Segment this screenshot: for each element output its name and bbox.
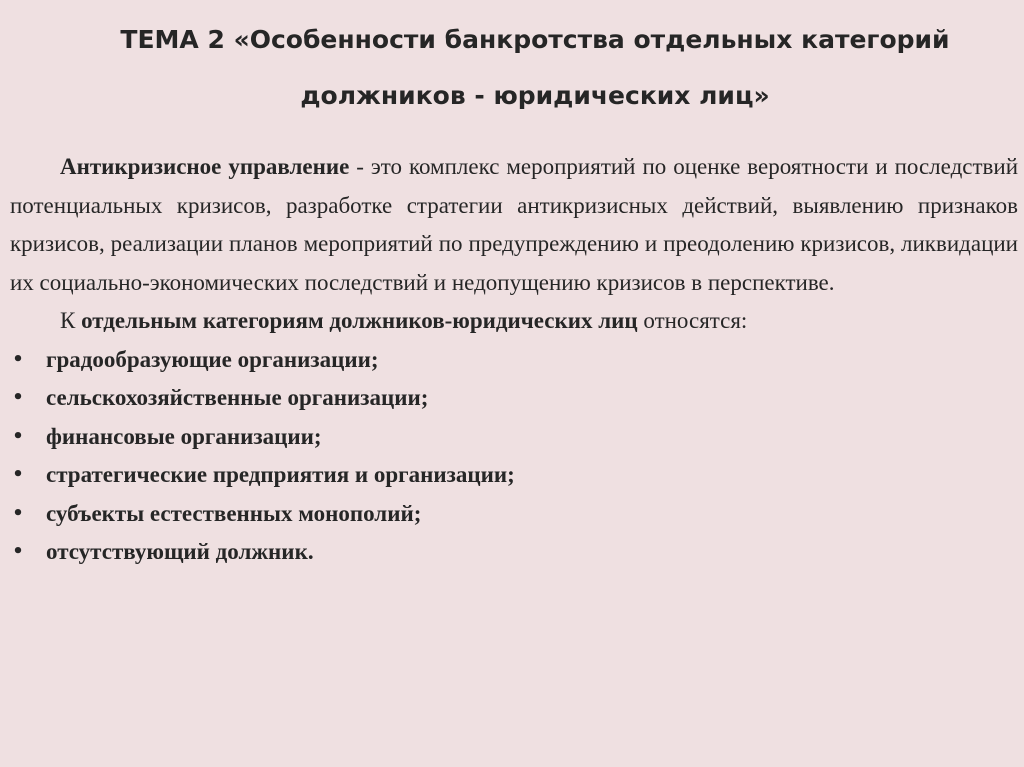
list-item-text: финансовые организации; [46,423,322,449]
slide-title [60,12,1010,124]
bullet-dot-icon: • [12,425,24,447]
definition-term: Антикризисное управление [60,154,350,179]
list-item [10,456,1018,495]
bullet-dot-icon: • [12,464,24,485]
definition-text: - это комплекс мероприятий по оценке вероятности и последствий потенциальных кризисов, разработке стратегии антикризисных действий, выявлению признаков кризисов, реализации планов мероприятий по предупреждению и преодолению кризисов, ликвидации их социально-экономических последствий и недопущению кризисов в перспективе. [10,154,1019,295]
intro-bold: отдельным категориям должников-юридических лиц [81,308,638,333]
title-line-2: должников - юридических лиц» [300,81,770,110]
definition-paragraph [10,148,1018,302]
title-line-1: ТЕМА 2 «Особенности банкротства отдельных категорий [120,25,950,54]
list-item-text: отсутствующий должник. [46,539,314,564]
category-list [10,341,1018,572]
bullet-dot-icon: • [12,541,24,562]
list-item [10,341,1018,380]
bullet-dot-icon: • [12,387,24,408]
intro-paragraph [10,302,1018,341]
list-item [10,533,1018,572]
list-item [10,379,1018,418]
intro-prefix: К [60,308,82,333]
list-item [10,495,1018,534]
intro-suffix: относятся: [637,308,748,333]
bullet-dot-icon: • [12,348,24,370]
bullet-dot-icon: • [12,502,24,524]
list-item-text: субъекты естественных монополий; [46,500,422,526]
list-item-text: градообразующие организации; [46,346,379,372]
list-item-text: стратегические предприятия и организации; [46,462,515,487]
list-item [10,418,1018,457]
list-item-text: сельскохозяйственные организации; [46,385,429,410]
slide-body [10,148,1018,572]
